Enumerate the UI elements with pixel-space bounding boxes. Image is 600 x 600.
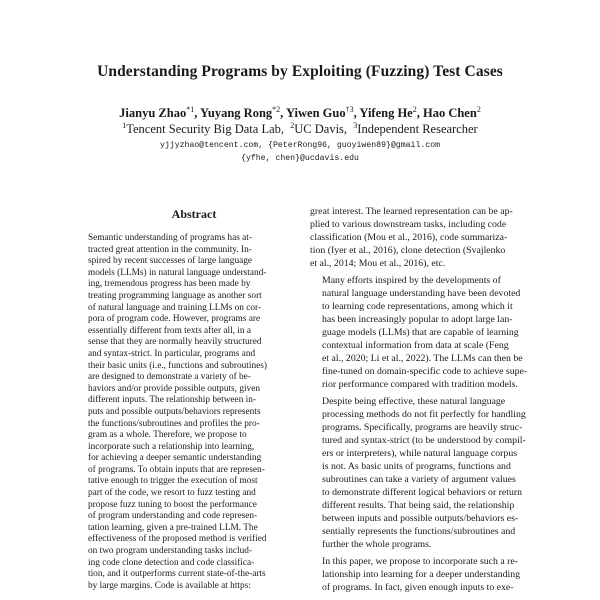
body-line: to learning code representations, among which it [322,301,513,312]
abstract-line: effectiveness of the proposed method is verified [88,534,267,545]
abstract-line: their basic units (i.e., functions and subroutines) [88,360,267,371]
body-line: sentially represents the functions/subroutines and [322,526,516,537]
body-line: of programs. In fact, given enough inputs to exe- [322,582,514,593]
affiliation-superscript: 3 [353,121,358,130]
author: Yiwen Guo [285,106,346,121]
abstract-line: on two program understanding tasks includ- [88,546,252,557]
email-line-2: {yfhe, chen}@ucdavis.edu [241,154,359,163]
author-superscript: *1 [186,105,195,114]
abstract-line: for achieving a deeper semantic understanding [88,453,262,464]
abstract-line: gram as a whole. Therefore, we propose to [88,430,247,441]
abstract-line: by large margins. Code is available at https: [88,580,251,591]
body-line: great interest. The learned representation can be ap- [310,206,513,217]
affiliations [0,121,600,137]
body-line: tured and syntax-strict (to be understood by compil- [322,435,526,446]
abstract-line: haviors and/or provide possible outputs, given [88,383,260,394]
affiliation: Independent Researcher [357,122,478,137]
body-line: tion (Iyer et al., 2016), clone detection (Svajlenko [310,245,506,256]
abstract-line: tation learning, given a pre-trained LLM. The [88,522,258,533]
abstract-line: models (LLMs) in natural language understand- [88,267,267,278]
abstract-line: Semantic understanding of programs has at- [88,233,252,243]
abstract-line: spired by recent successes of large language [88,256,253,267]
body-paragraph [310,205,528,270]
abstract-line: treating programming language as another sort [88,290,262,301]
abstract-line: tion, and it outperforms current state-of-the-arts [88,569,266,580]
abstract-line: of natural language and training LLMs on cor- [88,302,262,313]
abstract-line: the functions/subroutines and profiles the pro- [88,418,260,429]
author: Yifeng He [359,106,413,121]
abstract-line: different inputs. The relationship between in- [88,395,256,406]
body-line: further the whole programs. [322,539,432,550]
body-paragraph [310,395,528,551]
abstract-body [88,233,301,592]
body-line: is not. As basic units of programs, functions and [322,461,511,472]
abstract-line: sense that they are normally heavily structured [88,337,262,348]
body-paragraph [310,274,528,391]
author-superscript: †3 [345,105,354,114]
affiliation-superscript: 2 [290,121,295,130]
body-line: In this paper, we propose to incorporate such a re- [322,556,519,567]
abstract-heading: Abstract [171,207,217,221]
author-superscript: 2 [476,105,481,114]
body-line: classification (Mou et al., 2016), code summariza- [310,232,508,243]
body-line: between inputs and possible outputs/behaviors es- [322,513,519,524]
affiliation: Tencent Security Big Data Lab, [126,122,285,137]
abstract-line: ing, tremendous progress has been made by [88,279,251,290]
author: Hao Chen [422,106,477,121]
body-line: different results. That being said, the relationship [322,500,515,511]
abstract-line: ing code clone detection and code classifica- [88,557,255,568]
abstract-line: are designed to demonstrate a variety of be- [88,372,251,383]
body-line: plied to various downstream tasks, including code [310,219,507,230]
body-line: et al., 2014; Mou et al., 2016), etc. [310,258,446,269]
email-line-1: yjjyzhao@tencent.com, {PeterRong96, guoyiwen89}@gmail.com [159,141,441,150]
paper-title: Understanding Programs by Exploiting (Fuzzing) Test Cases [97,63,503,80]
body-line: lationship into learning for a deeper understanding [322,569,521,580]
author-superscript: 2 [412,105,417,114]
abstract-line: and syntax-strict. In particular, programs and [88,348,256,359]
abstract-line: of program understanding and code represen- [88,511,258,522]
author: Yuyang Rong [200,106,273,121]
abstract-line: puts and possible outputs/behaviors represents [88,406,261,417]
body-line: ers or interpreters), while natural language corpus [322,448,518,459]
affiliation-superscript: 1 [122,121,127,130]
body-line: subroutines can take a variety of argument values [322,474,516,485]
body-line: processing methods do not fit perfectly for handling [322,409,526,420]
body-line: has been increasingly popular to adopt large lan- [322,314,513,325]
body-line: et al., 2020; Li et al., 2022). The LLMs can then be [322,353,523,364]
body-paragraph [310,555,528,594]
author-superscript: *2 [272,105,281,114]
abstract-line: pora of program code. However, programs are [88,314,261,325]
body-line: natural language understanding have been devoted [322,288,521,299]
author-list: Jianyu Zhao$^{*1}$, Yuyang Rong$^{*2}$, Yiwen Guo$^{\dagger 3}$, Yifeng He$^2$, Hao Chen$^2$ [119,105,481,121]
abstract-line: essentially different from texts after all, in a [88,325,251,336]
body-line: rior performance compared with tradition models. [322,379,518,390]
affiliation: UC Davis, [294,122,348,137]
body-line: guage models (LLMs) that are capable of learning [322,327,519,338]
body-line: Many efforts inspired by the developments of [322,275,501,286]
body-line: contextual information from data at scale (Feng [322,340,509,351]
abstract-line: part of the code, we resort to fuzz testing and [88,488,256,499]
body-line: programs. Specifically, programs are heavily struc- [322,422,523,433]
body-line: to demonstrate different logical behaviors or return [322,487,523,498]
body-line: fine-tuned on domain-specific code to achieve supe- [322,366,528,377]
right-column-body [310,205,528,598]
abstract-line: tracted great attention in the community. In- [88,244,252,255]
abstract-line: propose fuzz tuning to boost the performance [88,499,257,510]
abstract-line: tative enough to trigger the execution of most [88,476,258,487]
abstract-line: incorporate such a relationship into learning, [88,441,255,452]
body-line: Despite being effective, these natural language [322,396,506,407]
author: Jianyu Zhao [119,106,187,121]
abstract-line: of programs. To obtain inputs that are represen- [88,464,265,475]
